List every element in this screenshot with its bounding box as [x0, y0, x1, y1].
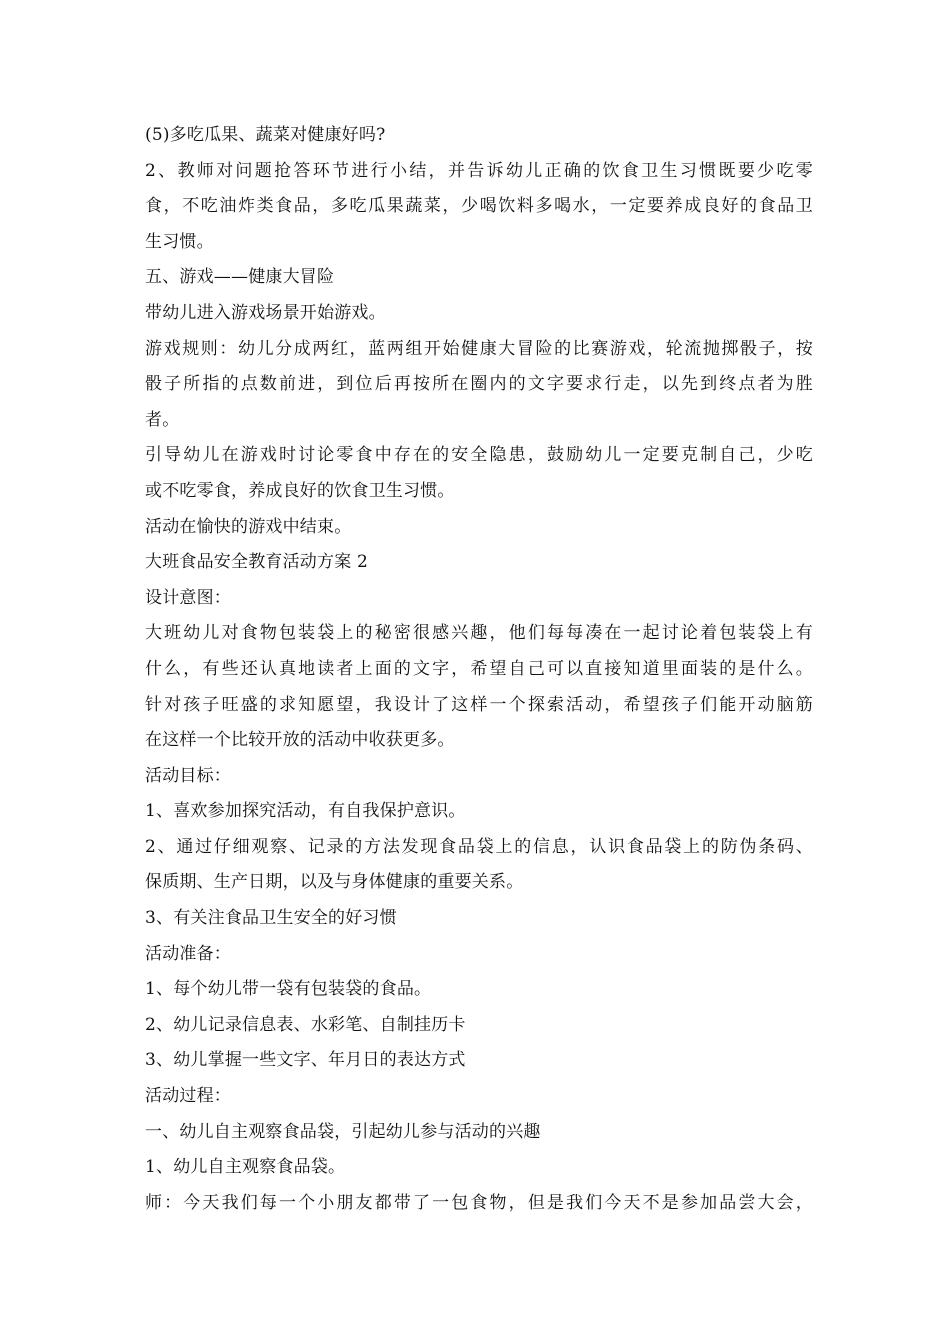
text-line: 什么，有些还认真地读者上面的文字，希望自己可以直接知道里面装的是什么。 — [145, 658, 813, 679]
text-line: 或不吃零食，养成良好的饮食卫生习惯。 — [145, 480, 455, 501]
section-heading: 五、游戏——健康大冒险 — [145, 267, 335, 288]
text-line: 者。 — [145, 409, 180, 430]
text-line: 引导幼儿在游戏时讨论零食中存在的安全隐患，鼓励幼儿一定要克制自己，少吃 — [145, 445, 813, 466]
list-item: 1、每个幼儿带一袋有包装袋的食品。 — [145, 979, 432, 1000]
text-line: 活动在愉快的游戏中结束。 — [145, 516, 352, 537]
text-line: 食，不吃油炸类食品，多吃瓜果蔬菜，少喝饮料多喝水，一定要养成良好的食品卫 — [145, 196, 813, 217]
text-line: 游戏规则：幼儿分成两红，蓝两组开始健康大冒险的比赛游戏，轮流抛掷骰子，按 — [145, 338, 813, 359]
text-line: 生习惯。 — [145, 231, 214, 252]
text-line: 大班幼儿对食物包装袋上的秘密很感兴趣，他们每每凑在一起讨论着包装袋上有 — [145, 623, 813, 644]
list-item: 2、幼儿记录信息表、水彩笔、自制挂历卡 — [145, 1014, 466, 1035]
section-heading: 活动目标： — [145, 765, 231, 786]
section-heading: 设计意图： — [145, 587, 231, 608]
text-line: 骰子所指的点数前进，到位后再按所在圈内的文字要求行走，以先到终点者为胜 — [145, 374, 813, 395]
text-line: 针对孩子旺盛的求知愿望，我设计了这样一个探索活动，希望孩子们能开动脑筋 — [145, 694, 813, 715]
list-item: 3、有关注食品卫生安全的好习惯 — [145, 908, 397, 929]
section-heading: 活动准备： — [145, 943, 231, 964]
list-item: 1、幼儿自主观察食品袋。 — [145, 1157, 346, 1178]
document-body — [145, 118, 813, 1221]
text-line: 保质期、生产日期，以及与身体健康的重要关系。 — [145, 872, 524, 893]
text-line: 师：今天我们每一个小朋友都带了一包食物，但是我们今天不是参加品尝大会， — [145, 1192, 813, 1213]
list-item: 3、幼儿掌握一些文字、年月日的表达方式 — [145, 1050, 466, 1071]
text-line: (5)多吃瓜果、蔬菜对健康好吗? — [145, 125, 386, 145]
section-heading: 活动过程： — [145, 1086, 231, 1107]
document-title: 大班食品安全教育活动方案 2 — [145, 552, 369, 573]
text-line: 2、教师对问题抢答环节进行小结，并告诉幼儿正确的饮食卫生习惯既要少吃零 — [145, 160, 813, 181]
list-item: 1、喜欢参加探究活动，有自我保护意识。 — [145, 801, 466, 822]
section-heading: 一、幼儿自主观察食品袋，引起幼儿参与活动的兴趣 — [145, 1121, 541, 1142]
list-item: 2、通过仔细观察、记录的方法发现食品袋上的信息，认识食品袋上的防伪条码、 — [145, 836, 813, 857]
text-line: 带幼儿进入游戏场景开始游戏。 — [145, 302, 386, 323]
text-line: 在这样一个比较开放的活动中收获更多。 — [145, 730, 455, 751]
